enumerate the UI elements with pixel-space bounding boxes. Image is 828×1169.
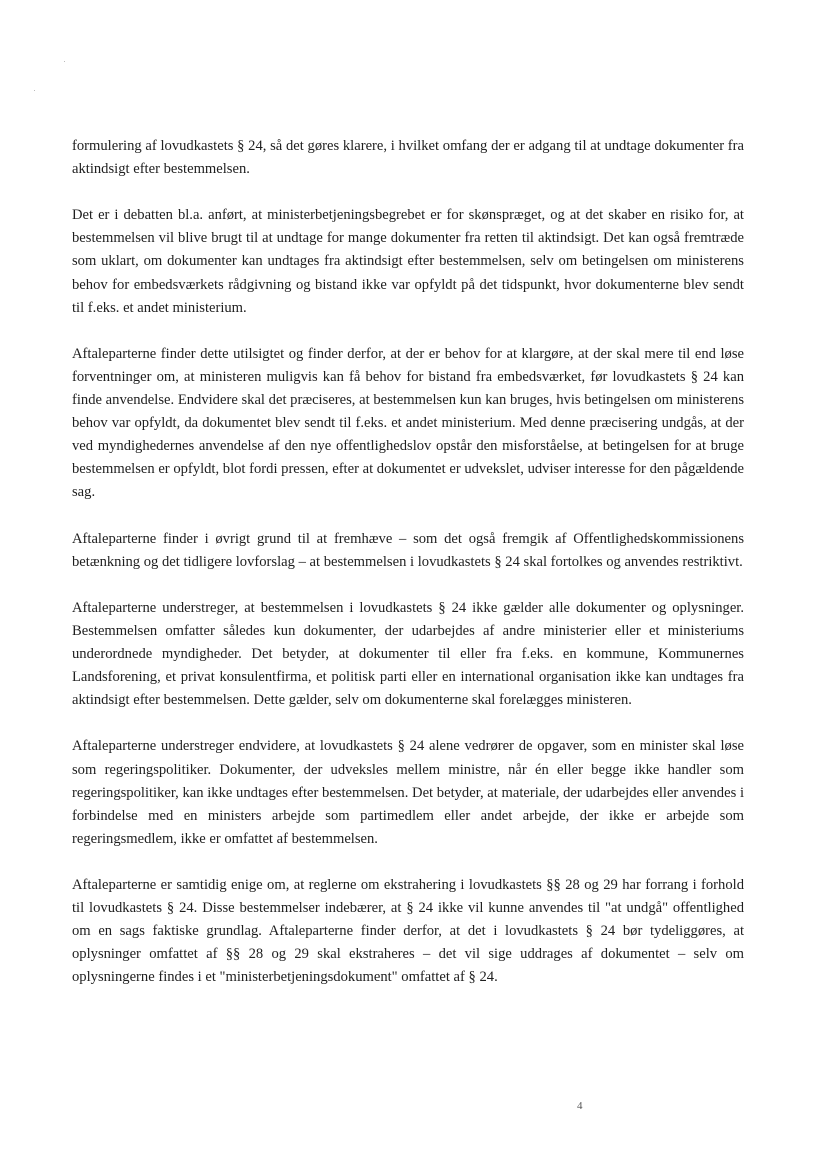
paragraph-7: Aftaleparterne er samtidig enige om, at reglerne om ekstrahering i lovudkastets §§ 28 og 29 har forrang i forhold til lovudkastets § 24. Disse bestemmelser indebærer, at § 24 ikke vil kunne anvendes til "at undgå" offentlighed om en sags faktiske grundlag. Aftaleparterne finder derfor, at det i lovudkastets § 24 bør tydeliggøres, at oplysninger omfattet af §§ 28 og 29 skal ekstraheres – det vil sige uddrages af dokumentet – selv om oplysningerne findes i et "ministerbetjeningsdokument" omfattet af § 24. — [72, 877, 744, 986]
scan-speck — [64, 61, 65, 62]
paragraph-5: Aftaleparterne understreger, at bestemmelsen i lovudkastets § 24 ikke gælder alle dokumenter og oplysninger. Bestemmelsen omfatter således kun dokumenter, der udarbejdes af andre ministerier eller et ministeriums underordnede myndigheder. Det betyder, at dokumenter til eller fra f.eks. en kommune, Kommunernes Landsforening, et privat konsulentfirma, et politisk parti eller en international organisation ikke kan undtages fra aktindsigt efter bestemmelsen. Dette gælder, selv om dokumenterne skal forelægges ministeren. — [72, 599, 744, 709]
paragraph-3: Aftaleparterne finder dette utilsigtet og finder derfor, at der er behov for at klargøre, at der skal mere til end løse forventninger om, at ministeren muligvis kan få behov for bistand fra embedsværket, før lovudkastets § 24 kan finde anvendelse. Endvidere skal det præciseres, at bestemmelsen kun kan bruges, hvis betingelsen om ministerens behov var opfyldt, da dokumentet blev sendt til f.eks. et andet ministerium. Med denne præcisering undgås, at der ved myndighedernes anvendelse af den nye offentlighedslov opstår den misforståelse, at betingelsen for at bruge bestemmelsen er opfyldt, blot fordi pressen, efter at dokumentet er udvekslet, udviser interesse for den pågældende sag. — [72, 345, 744, 501]
page-number: 4 — [577, 1100, 583, 1112]
scan-speck — [34, 90, 35, 91]
paragraph-4: Aftaleparterne finder i øvrigt grund til at fremhæve – som det også fremgik af Offentlighedskommissionens betænkning og det tidligere lovforslag – at bestemmelsen i lovudkastets § 24 skal fortolkes og anvendes restriktivt. — [72, 530, 744, 570]
paragraph-2: Det er i debatten bl.a. anført, at ministerbetjeningsbegrebet er for skønspræget, og at det skaber en risiko for, at bestemmelsen vil blive brugt til at undtage for mange dokumenter fra retten til aktindsigt. Det kan også fremtræde som uklart, om dokumenter kan undtages fra aktindsigt efter bestemmelsen, selv om betingelsen om ministerens behov for embedsværkets rådgivning og bistand ikke var opfyldt på det tidspunkt, hvor dokumenterne blev sendt til f.eks. et andet ministerium. — [72, 207, 744, 316]
paragraph-6: Aftaleparterne understreger endvidere, at lovudkastets § 24 alene vedrører de opgaver, som en minister skal løse som regeringspolitiker. Dokumenter, der udveksles mellem ministre, når én eller begge ikke handler som regeringspolitiker, kan ikke undtages efter bestemmelsen. Det betyder, at materiale, der udarbejdes eller anvendes i forbindelse med en ministers arbejde som partimedlem eller andet arbejde, der ikke er arbejde som regeringsmedlem, ikke er omfattet af bestemmelsen. — [72, 738, 744, 847]
document-body — [72, 135, 744, 1013]
paragraph-1: formulering af lovudkastets § 24, så det gøres klarere, i hvilket omfang der er adgang til at undtage dokumenter fra aktindsigt efter bestemmelsen. — [72, 138, 744, 178]
